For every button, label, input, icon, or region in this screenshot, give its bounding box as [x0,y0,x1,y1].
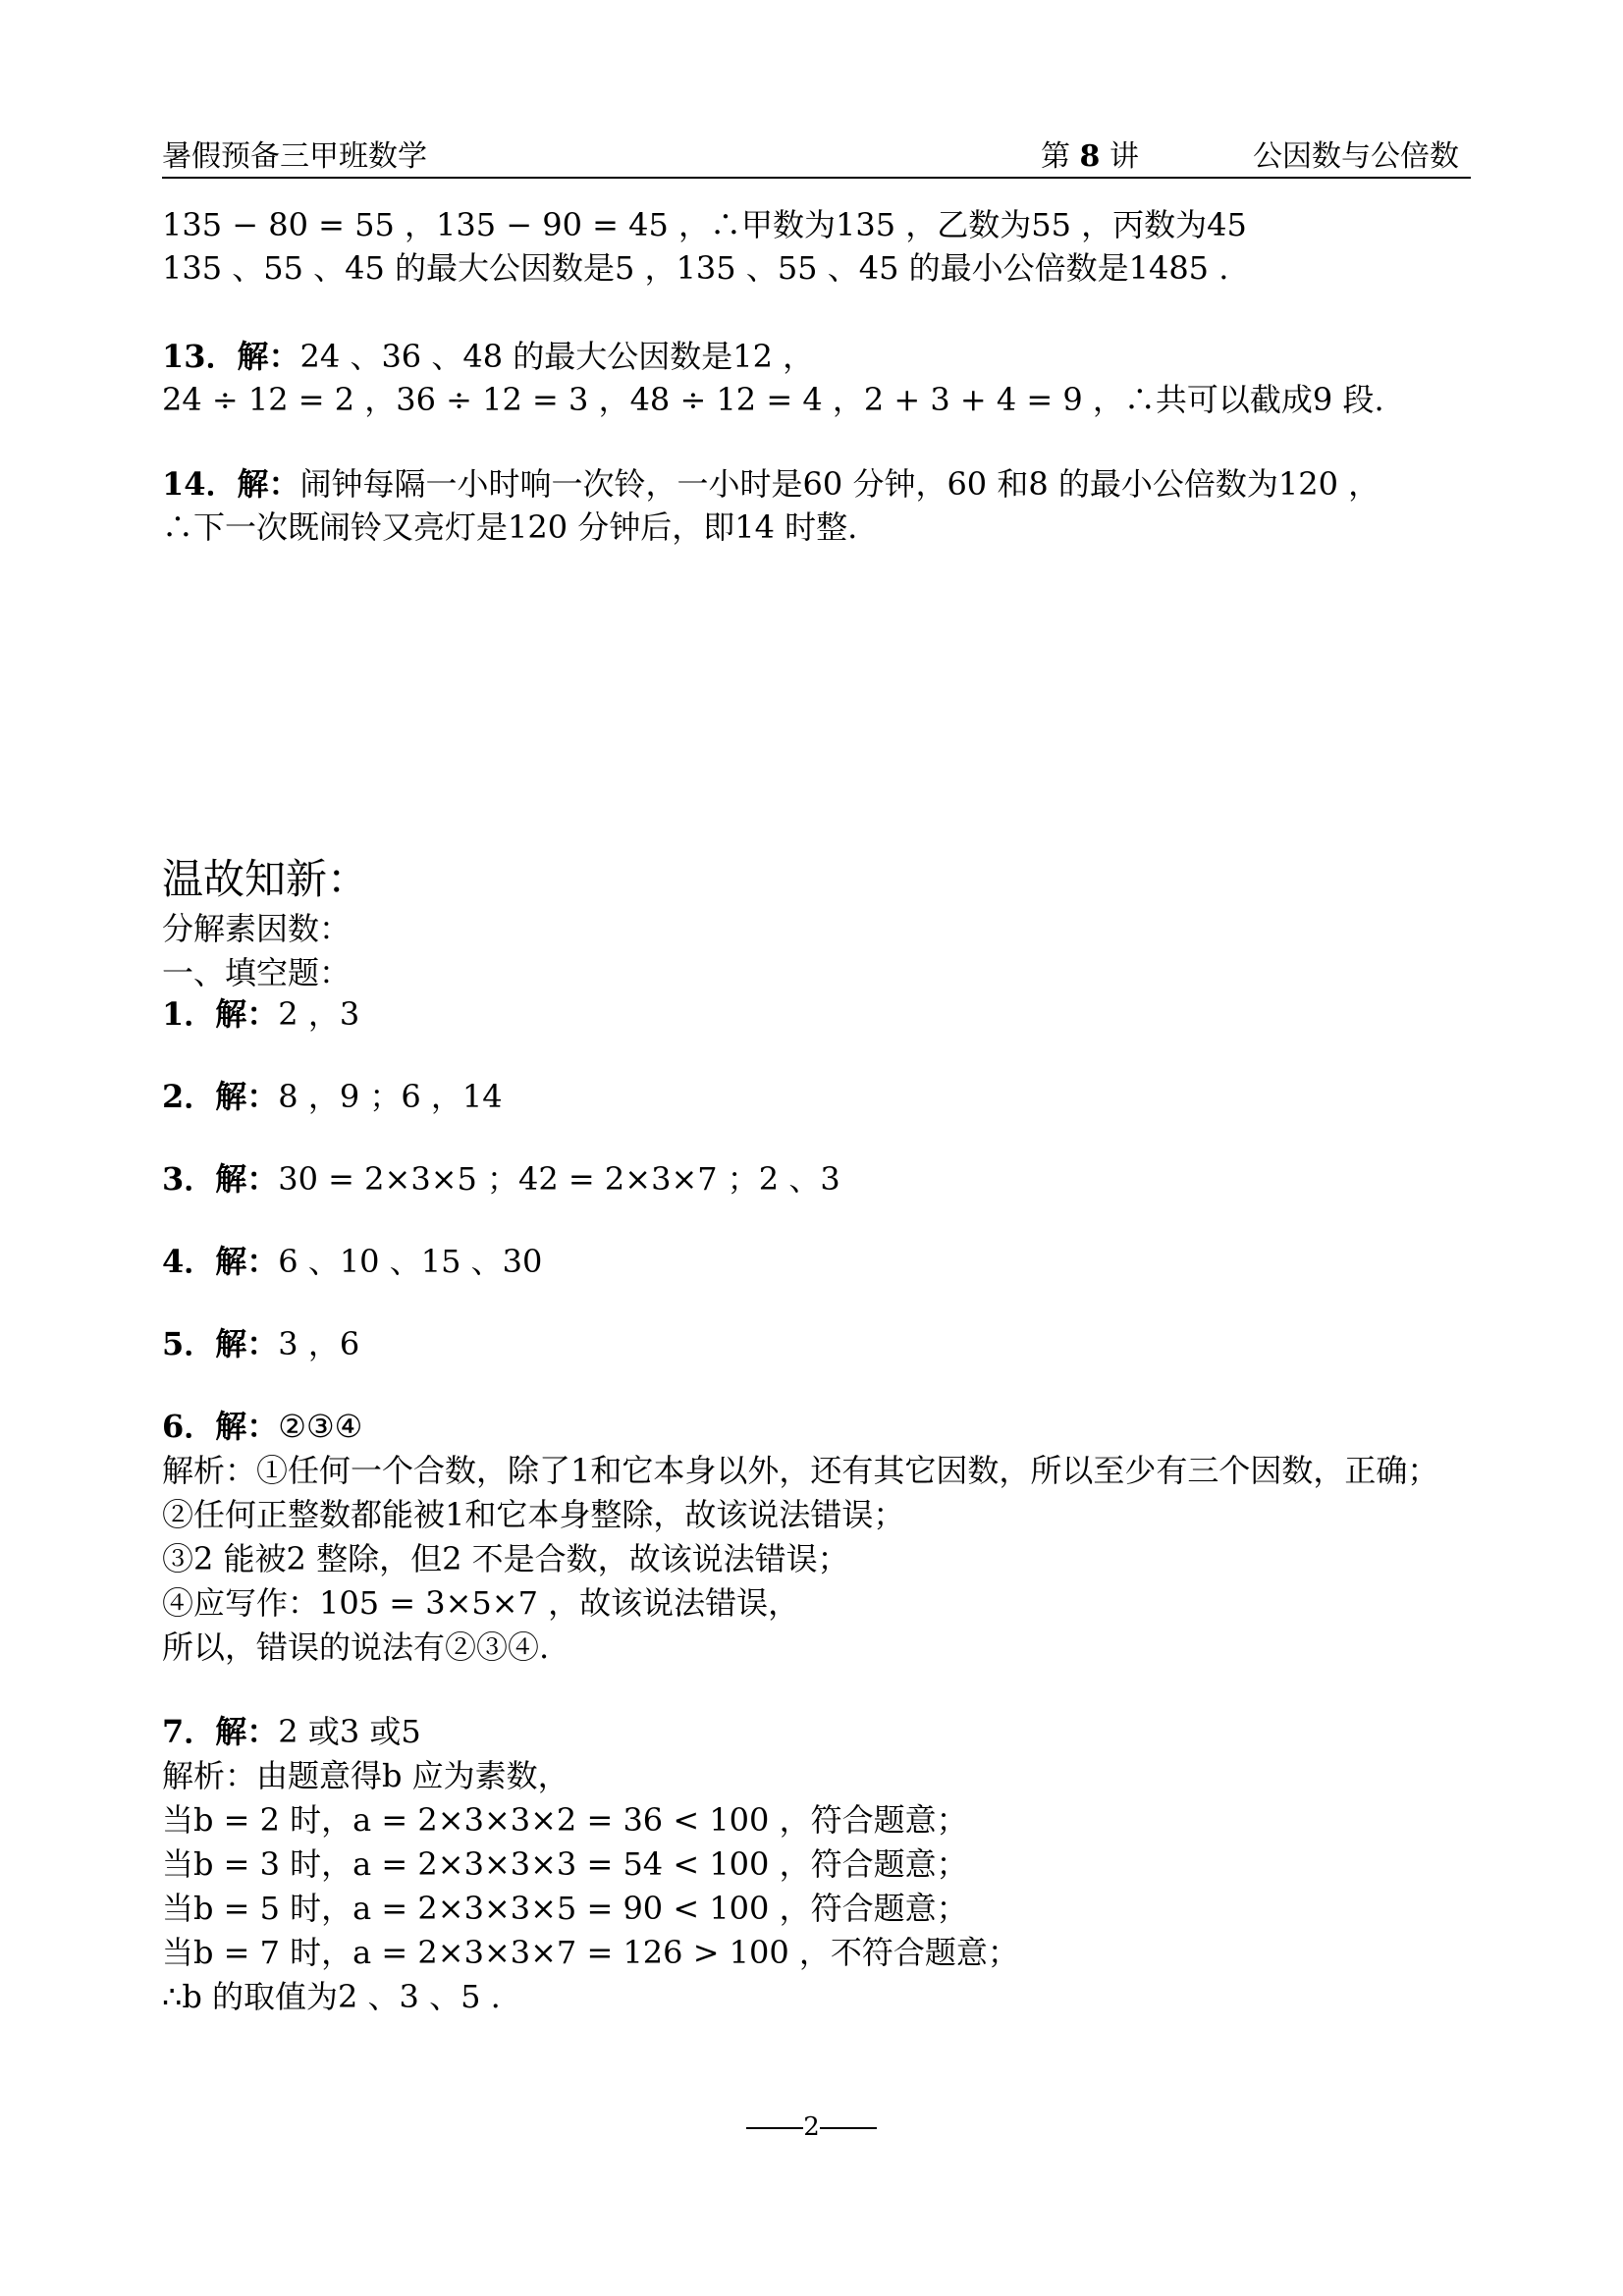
analysis-line: 解析：由题意得b 应为素数， [162,1757,569,1794]
page-number: 2 [803,2112,820,2142]
footer-dash [746,2127,803,2129]
analysis-line: ④应写作：105 = 3×5×7 ，故该说法错误， [162,1584,800,1622]
footer-dash [820,2127,877,2129]
q14-line [162,463,1380,505]
answer-4: 4．解：6 、10 、15 、30 [162,1243,543,1280]
answer-6: 6．解：②③④ [162,1408,363,1445]
page-header [162,137,1471,179]
analysis-line: 所以，错误的说法有②③④. [162,1629,550,1666]
analysis-line: 当b = 3 时，a = 2×3×3×3 = 54 < 100 ，符合题意； [162,1845,968,1883]
analysis-line: 当b = 2 时，a = 2×3×3×2 = 36 < 100 ，符合题意； [162,1801,968,1839]
analysis-line: 解析：①任何一个合数，除了1和它本身以外，还有其它因数，所以至少有三个因数，正确； [162,1452,1439,1489]
q13-line [162,336,814,377]
answer-2: 2．解：8 ，9 ；6 ，14 [162,1078,503,1115]
solution-line: 135 − 80 = 55 ，135 − 90 = 45 ，∴甲数为135 ，乙数为55 ，丙数为45 [162,206,1247,243]
lecture-topic: 公因数与公倍数 [1253,139,1459,174]
analysis-line: ∴b 的取值为2 、3 、5 . [162,1978,501,2015]
section-subtitle: 分解素因数： [162,910,352,947]
course-title: 暑假预备三甲班数学 [162,139,427,174]
lecture-label: 第 8 讲 [1041,139,1139,174]
analysis-line: ③2 能被2 整除，但2 不是合数，故该说法错误； [162,1540,849,1577]
answer-1: 1．解：2 ，3 [162,995,360,1033]
page-footer [0,2112,1623,2142]
part-title: 一、填空题： [162,954,352,991]
analysis-line: ②任何正整数都能被1和它本身整除，故该说法错误； [162,1496,905,1533]
q13-text: 24 、36 、48 的最大公因数是12 ， [299,338,815,375]
solution-line: 135 、55 、45 的最大公因数是5 ，135 、55 、45 的最小公倍数是1485 . [162,249,1229,287]
section-title: 温故知新： [162,855,369,903]
answer-7: 7．解：2 或3 或5 [162,1713,421,1750]
analysis-line: 当b = 5 时，a = 2×3×3×5 = 90 < 100 ，符合题意； [162,1890,968,1927]
q14-line2: ∴下一次既闹铃又亮灯是120 分钟后，即14 时整. [162,508,858,546]
q13-label: 13．解： [162,338,300,375]
answer-3: 3．解：30 = 2×3×5 ；42 = 2×3×7 ；2 、3 [162,1160,840,1198]
q14-text: 闹钟每隔一小时响一次铃，一小时是60 分钟，60 和8 的最小公倍数为120 ， [299,465,1380,503]
q14-label: 14．解： [162,465,300,503]
analysis-line: 当b = 7 时，a = 2×3×3×7 = 126 > 100 ，不符合题意； [162,1934,1019,1971]
answer-5: 5．解：3 ，6 [162,1325,360,1362]
q13-line2: 24 ÷ 12 = 2 ，36 ÷ 12 = 3 ，48 ÷ 12 = 4 ，2 + 3 + 4 = 9 ，∴共可以截成9 段. [162,381,1384,418]
